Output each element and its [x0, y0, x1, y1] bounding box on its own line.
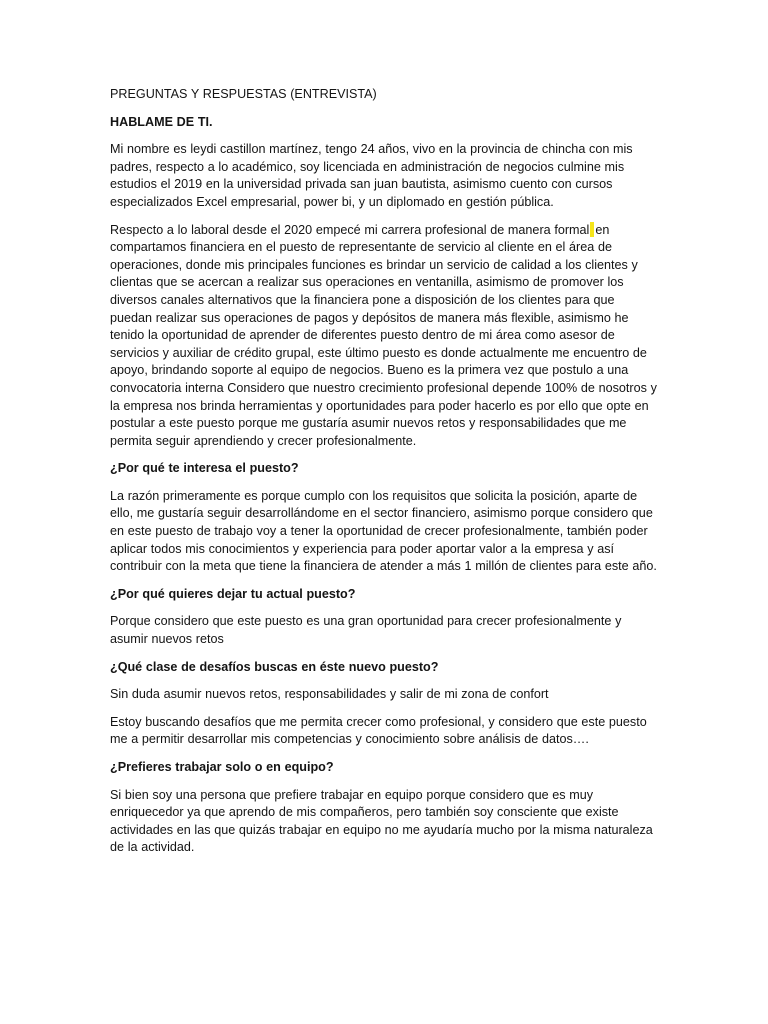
section-heading-dejar: ¿Por qué quieres dejar tu actual puesto? — [110, 586, 356, 601]
paragraph-interes: La razón primeramente es porque cumplo con los requisitos que solicita la posición, aparte de ello, me gustaría seguir desarrollándome en el sector financiero, asimismo porque considero que en este puesto de trabajo voy a tener la oportunidad de crecer profesionalmente, también poder aplicar todos mis conocimientos y experiencia para poder aportar valor a la empresa y así contribuir con la meta que tiene la financiera de atender a más 1 millón de clientes para este año. — [110, 488, 657, 574]
paragraph-laboral-rest: en compartamos financiera en el puesto de representante de servicio al cliente en el área de operaciones, donde mis principales funciones es brindar un servicio de calidad a los clientes y clientas que se acercan a realizar sus operaciones en ventanilla, asimismo de promover los diversos canales alternativos que la financiera pone a disposición de los clientes para que puedan realizar sus operaciones de pagos y depósitos de manera más flexible, asimismo he tenido la oportunidad de aprender de diferentes puesto dentro de mi área como asesor de servicios y auxiliar de crédito grupal, este último puesto es donde actualmente me encuentro de apoyo, brindando soporte al equipo de negocios. Bueno es la primera vez que postulo a una convocatoria interna Considero que nuestro crecimiento profesional depende 100% de nosotros y la empresa nos brinda herramientas y oportunidades para poder hacerlo es por ello que opte en postular a este puesto porque me gustaría asumir nuevos retos y responsabilidades que me permita seguir aprendiendo y crecer profesionalmente. — [110, 222, 657, 448]
paragraph-equipo: Si bien soy una persona que prefiere trabajar en equipo porque considero que es muy enriquecedor ya que aprendo de mis compañeros, pero también soy consciente que existe actividades en las que quizás trabajar en equipo no me ayudaría mucho por la misma naturaleza de la actividad. — [110, 787, 653, 855]
paragraph-desafios-1: Sin duda asumir nuevos retos, responsabilidades y salir de mi zona de confort — [110, 687, 549, 702]
paragraph-desafios-2: Estoy buscando desafíos que me permita crecer como profesional, y considero que este puesto me a permitir desarrollar mis competencias y conocimiento sobre análisis de datos…. — [110, 714, 647, 747]
paragraph-laboral — [110, 222, 660, 451]
document-title: PREGUNTAS Y RESPUESTAS (ENTREVISTA) — [110, 87, 377, 101]
paragraph-dejar: Porque considero que este puesto es una gran oportunidad para crecer profesionalmente y asumir nuevos retos — [110, 614, 622, 647]
text-highlight-mark — [590, 222, 594, 237]
paragraph-intro: Mi nombre es leydi castillon martínez, tengo 24 años, vivo en la provincia de chincha con mis padres, respecto a lo académico, soy licenciada en administración de negocios culmine mis estudios el 2019 en la universidad privada san juan bautista, asimismo cuento con cursos especializados Excel empresarial, power bi, y un diplomado en gestión pública. — [110, 142, 633, 209]
paragraph-laboral-start: Respecto a lo laboral desde el 2020 empecé mi carrera profesional de manera formal — [110, 222, 590, 237]
document-page — [110, 86, 660, 867]
section-heading-desafios: ¿Qué clase de desafíos buscas en éste nuevo puesto? — [110, 659, 439, 674]
section-heading-hablame: HABLAME DE TI. — [110, 114, 213, 129]
section-heading-interes: ¿Por qué te interesa el puesto? — [110, 461, 299, 476]
section-heading-equipo: ¿Prefieres trabajar solo o en equipo? — [110, 760, 334, 774]
